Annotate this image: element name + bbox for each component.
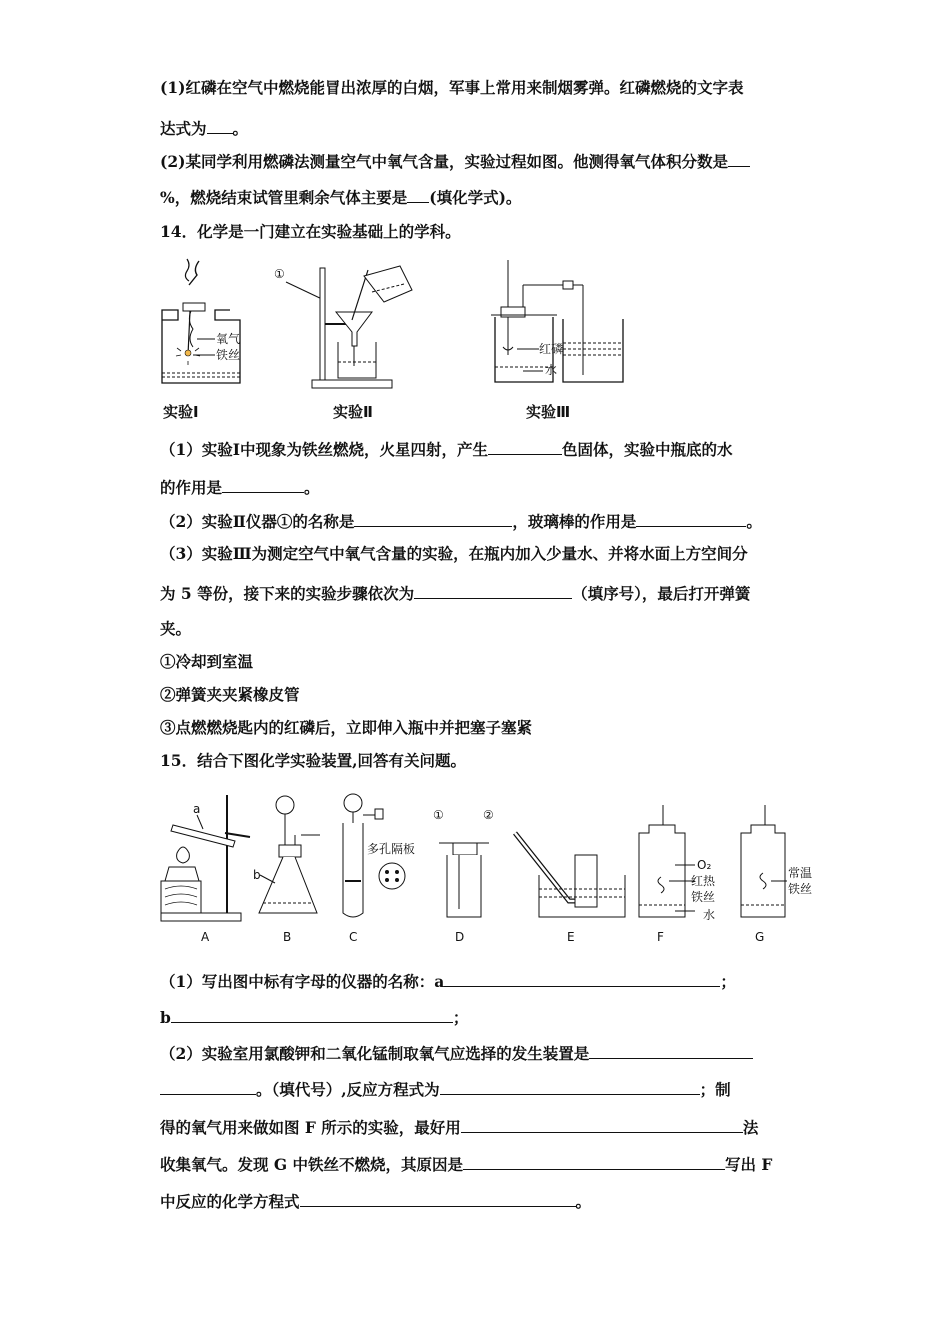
answer-blank[interactable] xyxy=(414,582,572,599)
answer-blank[interactable] xyxy=(463,1153,725,1170)
label-red-phosphorus: 红磷 xyxy=(539,342,564,356)
apparatus-C xyxy=(343,794,415,944)
apparatus-G xyxy=(741,805,812,944)
apparatus-figure xyxy=(155,785,825,950)
apparatus-F xyxy=(639,805,716,944)
label-circled-1: ① xyxy=(274,267,285,281)
label-port-1: ① xyxy=(433,808,444,822)
q14-step-1: ①冷却到室温 xyxy=(160,652,254,671)
q15-sub2-line2: 。（填代号）,反应方程式为 ；制 xyxy=(160,1078,731,1100)
apparatus-D xyxy=(433,808,494,944)
answer-blank[interactable] xyxy=(407,186,429,203)
label-port-2: ② xyxy=(483,808,494,822)
label-water: 水 xyxy=(545,363,558,377)
answer-blank[interactable] xyxy=(444,970,720,987)
answer-blank[interactable] xyxy=(636,510,746,527)
answer-blank[interactable] xyxy=(440,1078,700,1095)
experiment-3-caption: 实验Ⅲ xyxy=(526,403,571,421)
q14-sub3-line3: 夹。 xyxy=(160,619,192,638)
label-O2: O₂ xyxy=(697,858,712,872)
experiment-1-figure xyxy=(155,255,250,395)
q15-sub1-line2: b ； xyxy=(160,1008,469,1027)
q14-sub3-line2: 为 5 等份，接下来的实验步骤依次为 （填序号），最后打开弹簧 xyxy=(160,584,751,603)
label-oxygen: 氧气 xyxy=(216,332,241,346)
q15-title: 15．结合下图化学实验装置,回答有关问题。 xyxy=(160,751,466,770)
answer-blank[interactable] xyxy=(461,1116,743,1133)
q13-line4: %，燃烧结束试管里剩余气体主要是 (填化学式)。 xyxy=(160,188,522,207)
label-G: G xyxy=(755,930,765,944)
label-b: b xyxy=(253,868,261,882)
label-F: F xyxy=(657,930,664,944)
label-water-F: 水 xyxy=(703,908,716,922)
label-D: D xyxy=(455,930,465,944)
answer-blank[interactable] xyxy=(589,1042,753,1059)
q15-sub2-line4: 收集氧气。发现 G 中铁丝不燃烧，其原因是 写出 F xyxy=(160,1155,773,1174)
q13-line1: (1)红磷在空气中燃烧能冒出浓厚的白烟，军事上常用来制烟雾弹。红磷燃烧的文字表 xyxy=(160,78,744,97)
q14-sub1-line1: （1）实验Ⅰ中现象为铁丝燃烧，火星四射，产生 色固体，实验中瓶底的水 xyxy=(160,440,733,459)
label-C: C xyxy=(349,930,358,944)
answer-blank[interactable] xyxy=(222,476,304,493)
label-a: a xyxy=(193,802,201,816)
q13-line3: (2)某同学利用燃磷法测量空气中氧气含量，实验过程如图。他测得氧气体积分数是 xyxy=(160,150,750,172)
experiment-2-figure xyxy=(272,262,422,392)
label-E: E xyxy=(567,930,575,944)
q14-step-2: ②弹簧夹夹紧橡皮管 xyxy=(160,685,300,704)
q15-sub2-line1: （2）实验室用氯酸钾和二氧化锰制取氧气应选择的发生装置是 xyxy=(160,1042,753,1064)
answer-blank[interactable] xyxy=(300,1190,576,1207)
label-iron-wire: 铁丝 xyxy=(216,348,241,362)
answer-blank[interactable] xyxy=(207,117,233,134)
answer-blank[interactable] xyxy=(728,150,750,167)
answer-blank[interactable] xyxy=(354,510,512,527)
q14-sub2: （2）实验Ⅱ仪器①的名称是 ，玻璃棒的作用是 。 xyxy=(160,512,762,531)
label-red-hot: 红热 xyxy=(691,874,716,888)
q14-step-3: ③点燃燃烧匙内的红磷后，立即伸入瓶中并把塞子塞紧 xyxy=(160,718,533,737)
q14-sub1-line2: 的作用是 。 xyxy=(160,478,320,497)
apparatus-A xyxy=(161,795,250,944)
q13-line2: 达式为 。 xyxy=(160,119,249,138)
apparatus-E xyxy=(515,833,625,944)
label-iron-wire-F: 铁丝 xyxy=(691,890,716,904)
label-room-temp: 常温 xyxy=(788,866,813,880)
label-porous-plate: 多孔隔板 xyxy=(367,842,416,856)
answer-blank[interactable] xyxy=(160,1078,256,1095)
q15-sub1-line1: （1）写出图中标有字母的仪器的名称：a ； xyxy=(160,972,736,991)
label-A: A xyxy=(201,930,210,944)
experiment-3-figure xyxy=(483,255,633,390)
label-iron-wire-G: 铁丝 xyxy=(788,882,813,896)
apparatus-B xyxy=(253,796,320,944)
q15-sub2-line3: 得的氧气用来做如图 F 所示的实验，最好用 法 xyxy=(160,1118,759,1137)
answer-blank[interactable] xyxy=(488,438,562,455)
q15-sub2-line5: 中反应的化学方程式 。 xyxy=(160,1192,592,1211)
answer-blank[interactable] xyxy=(171,1006,453,1023)
q14-title: 14．化学是一门建立在实验基础上的学科。 xyxy=(160,222,461,241)
experiment-2-caption: 实验Ⅱ xyxy=(333,403,373,421)
experiment-1-caption: 实验Ⅰ xyxy=(163,403,199,421)
label-B: B xyxy=(283,930,292,944)
q14-sub3-line1: （3）实验Ⅲ为测定空气中氧气含量的实验，在瓶内加入少量水、并将水面上方空间分 xyxy=(160,544,748,563)
